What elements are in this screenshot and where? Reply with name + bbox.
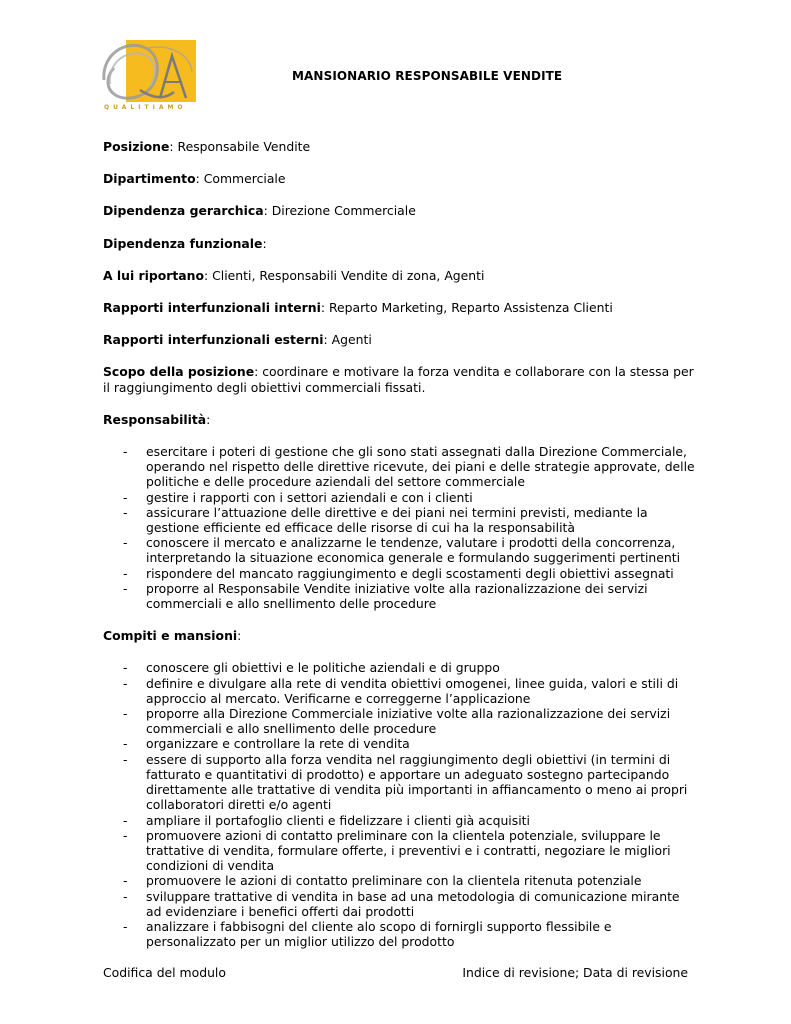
list-item-text: conoscere gli obiettivi e le politiche aziendali e di gruppo [146, 660, 500, 676]
dash-bullet: - [123, 489, 128, 505]
dash-bullet: - [123, 565, 128, 581]
document-title: MANSIONARIO RESPONSABILE VENDITE [292, 69, 563, 83]
list-item [103, 813, 695, 828]
list-item-text: proporre alla Direzione Commerciale iniziative volte alla razionalizzazione dei servizi commerciali e allo snellimento delle procedure [146, 706, 671, 737]
dash-bullet: - [123, 504, 128, 520]
field-label: Dipendenza gerarchica [103, 203, 264, 219]
field-label: Rapporti interfunzionali interni [103, 300, 321, 316]
dash-bullet: - [123, 706, 128, 722]
list-item-text: conoscere il mercato e analizzarne le tendenze, valutare i prodotti della concorrenza, interpretando la situazione economica generale e formulando suggerimenti pertinenti [146, 535, 681, 566]
field-scopo-posizione: Scopo della posizione: coordinare e motivare la forza vendita e collaborare con la stessa per il raggiungimento degli obiettivi commerciali fissati. [103, 364, 694, 395]
field-dipendenza-gerarchica: Dipendenza gerarchica: Direzione Commerciale [103, 203, 416, 219]
company-logo [100, 40, 200, 116]
field-dipendenza-funzionale: Dipendenza funzionale: [103, 235, 267, 251]
footer-module-code: Codifica del modulo [103, 965, 226, 980]
list-item-text: promuovere azioni di contatto preliminare con la clientela potenziale, sviluppare le trattative di vendita, formulare offerte, i preventivi e i contratti, negoziare le migliori condizioni di vendita [146, 827, 671, 874]
field-label: Rapporti interfunzionali esterni [103, 332, 324, 348]
list-item [103, 490, 695, 505]
section-heading-text: Compiti e mansioni [103, 628, 238, 644]
field-rapporti-esterni: Rapporti interfunzionali esterni: Agenti [103, 332, 372, 348]
dash-bullet: - [123, 444, 128, 460]
list-item [103, 828, 695, 874]
field-label: A lui riportano [103, 267, 205, 283]
list-item-text: assicurare l’attuazione delle direttive e dei piani nei termini previsti, mediante la gestione efficiente ed efficace delle risorse di cui ha la responsabilità [146, 504, 648, 536]
field-dipartimento: Dipartimento: Commerciale [103, 171, 286, 187]
dash-bullet: - [123, 751, 128, 767]
field-label: Dipendenza funzionale [103, 235, 263, 251]
list-item-text: esercitare i poteri di gestione che gli sono stati assegnati dalla Direzione Commerciale, operando nel rispetto delle direttive ricevute, dei piani e delle strategie approvate, delle politiche e delle procedure aziendali del settore commerciale [146, 444, 695, 490]
list-item [103, 706, 695, 736]
list-item-text: essere di supporto alla forza vendita nel raggiungimento degli obiettivi (in termini di fatturato e quantitativi di prodotto) e apportare un adeguato sostegno partecipando direttamente alle trattative di vendita più importanti in affiancamento o meno ai propri collaboratori diretti e/o agenti [146, 751, 688, 813]
field-value: Agenti [331, 332, 372, 348]
dash-bullet: - [123, 918, 128, 934]
field-value: Responsabile Vendite [177, 139, 311, 154]
section-heading-compiti: Compiti e mansioni: [103, 628, 242, 644]
section-heading-responsabilita: Responsabilità: [103, 411, 211, 427]
list-item [103, 736, 695, 751]
footer-revision: Indice di revisione; Data di revisione [462, 965, 688, 980]
field-value: Commerciale [203, 171, 286, 187]
list-item-text: rispondere del mancato raggiungimento e degli scostamenti degli obiettivi assegnati [146, 565, 674, 581]
list-item-text: ampliare il portafoglio clienti e fidelizzare i clienti già acquisiti [146, 812, 530, 828]
list-item [103, 581, 695, 611]
dash-bullet: - [123, 675, 128, 691]
field-label: Dipartimento [103, 171, 196, 187]
document-body [103, 139, 695, 966]
field-posizione: Posizione: Responsabile Vendite [103, 139, 311, 154]
dash-bullet: - [123, 736, 128, 752]
list-item [103, 676, 695, 706]
list-item [103, 444, 695, 490]
dash-bullet: - [123, 812, 128, 828]
list-item [103, 505, 695, 535]
field-value: coordinare e motivare la forza vendita e collaborare con la stessa per il raggiungimento degli obiettivi commerciali fissati. [103, 364, 694, 395]
list-item [103, 919, 695, 949]
list-item [103, 535, 695, 565]
list-item-text: organizzare e controllare la rete di vendita [146, 736, 410, 752]
dash-bullet: - [123, 888, 128, 904]
list-item [103, 889, 695, 919]
field-a-lui-riportano: A lui riportano: Clienti, Responsabili Vendite di zona, Agenti [103, 267, 485, 283]
field-value: Clienti, Responsabili Vendite di zona, Agenti [212, 267, 485, 283]
field-value: Reparto Marketing, Reparto Assistenza Clienti [328, 300, 613, 316]
list-item-text: sviluppare trattative di vendita in base ad una metodologia di comunicazione mirante ad evidenziare i benefici offerti dai prodotti [146, 888, 680, 919]
dash-bullet: - [123, 535, 128, 551]
dash-bullet: - [123, 580, 128, 596]
list-item [103, 752, 695, 813]
list-item [103, 566, 695, 581]
list-item-text: analizzare i fabbisogni del cliente alo scopo di fornirgli supporto flessibile e personalizzato per un miglior utilizzo del prodotto [146, 918, 612, 950]
field-value: Direzione Commerciale [271, 203, 416, 219]
list-item-text: proporre al Responsabile Vendite iniziative volte alla razionalizzazione dei servizi commerciali e allo snellimento delle procedure [146, 580, 648, 612]
logo-wordmark: QUALITIAMO [104, 104, 187, 111]
dash-bullet: - [123, 873, 128, 889]
responsabilita-list [103, 444, 695, 611]
dash-bullet: - [123, 660, 128, 676]
list-item-text: promuovere le azioni di contatto preliminare con la clientela ritenuta potenziale [146, 873, 642, 889]
dash-bullet: - [123, 827, 128, 843]
compiti-list [103, 660, 695, 949]
list-item-text: definire e divulgare alla rete di vendita obiettivi omogenei, linee guida, valori e stili di approccio al mercato. Verificarne e correggerne l’applicazione [146, 675, 679, 706]
list-item [103, 873, 695, 888]
list-item-text: gestire i rapporti con i settori aziendali e con i clienti [146, 489, 473, 505]
list-item [103, 660, 695, 675]
section-heading-text: Responsabilità [103, 411, 207, 427]
field-label: Scopo della posizione [103, 364, 255, 380]
field-label: Posizione [103, 139, 170, 154]
field-rapporti-interni: Rapporti interfunzionali interni: Reparto Marketing, Reparto Assistenza Clienti [103, 300, 613, 316]
